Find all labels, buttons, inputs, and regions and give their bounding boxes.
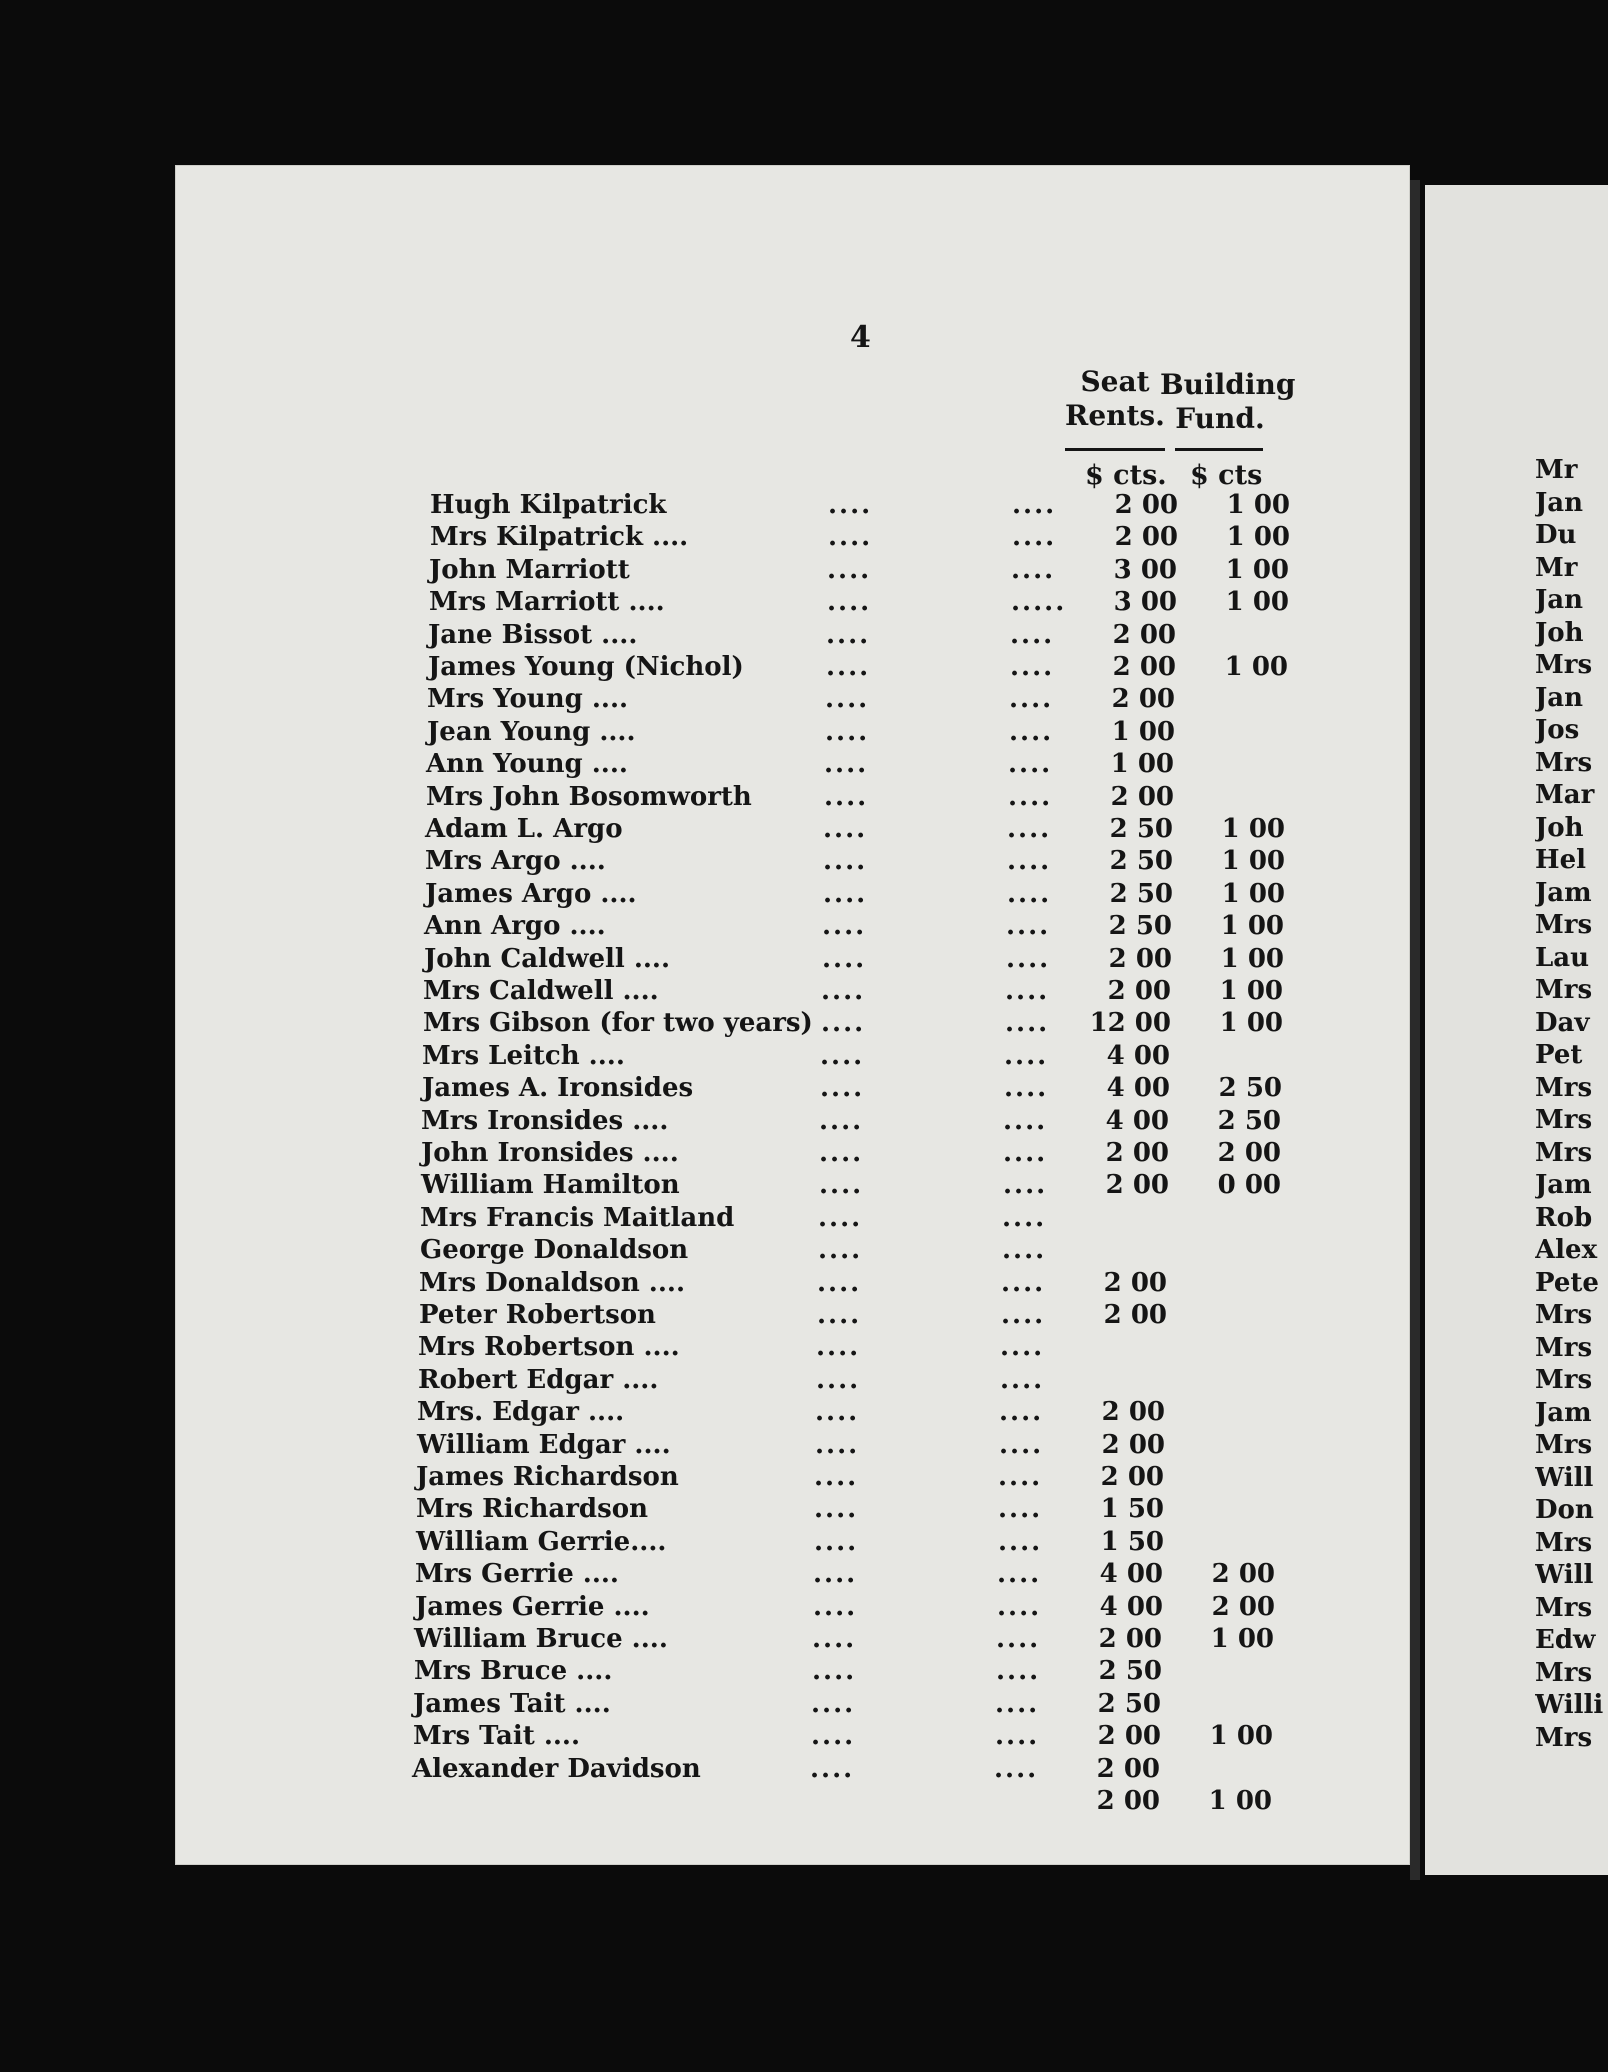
leader-dots: .... xyxy=(817,1300,862,1330)
adjacent-name-fragment: Joh xyxy=(1535,617,1584,648)
leader-dots: .... xyxy=(998,1494,1043,1525)
seat-rent-amount: 2 00 xyxy=(1103,1300,1167,1330)
ledger-row xyxy=(421,1106,1321,1138)
leader-dots: .... xyxy=(812,1624,857,1654)
ledger-row xyxy=(425,814,1325,846)
seat-rent-amount: 2 00 xyxy=(1108,943,1172,974)
adjacent-name-fragment: Mrs xyxy=(1535,975,1593,1005)
adjacent-name-fragment: Jan xyxy=(1535,487,1584,518)
subscriber-name: Robert Edgar .... xyxy=(418,1364,659,1395)
building-fund-amount: 1 00 xyxy=(1224,652,1288,682)
ledger-row xyxy=(415,1559,1315,1591)
building-fund-amount: 1 00 xyxy=(1225,587,1289,618)
leader-dots: .... xyxy=(817,1267,862,1298)
leader-dots: .... xyxy=(1009,684,1054,715)
leader-dots: .... xyxy=(818,1235,863,1266)
leader-dots: .... xyxy=(813,1559,858,1590)
seat-rent-amount: 2 00 xyxy=(1111,684,1175,715)
seat-rent-amount: 4 00 xyxy=(1105,1105,1169,1136)
ledger-row xyxy=(425,879,1325,911)
building-fund-amount: 1 00 xyxy=(1219,976,1283,1006)
adjacent-name-fragment: Jam xyxy=(1535,1170,1592,1200)
subscriber-name: Mrs Gerrie .... xyxy=(415,1559,619,1590)
seat-rents-unit: $ cts. xyxy=(1085,460,1167,491)
leader-dots: .... xyxy=(826,619,871,650)
ledger-row xyxy=(413,1721,1313,1753)
leader-dots: .... xyxy=(820,1073,865,1104)
seat-rent-amount: 2 00 xyxy=(1103,1267,1167,1298)
building-fund-amount: 1 00 xyxy=(1219,1008,1283,1039)
building-fund-amount: 1 00 xyxy=(1210,1624,1274,1654)
subscriber-name: Mrs John Bosomworth xyxy=(426,781,752,812)
leader-dots: .... xyxy=(1007,814,1052,844)
leader-dots: .... xyxy=(1003,1138,1048,1168)
ledger-row xyxy=(414,1624,1314,1656)
subscriber-name: Alexander Davidson xyxy=(412,1753,701,1784)
subscriber-name: William Hamilton xyxy=(421,1170,680,1201)
subscriber-name: Mrs Young .... xyxy=(427,684,629,715)
leader-dots: .... xyxy=(828,490,873,520)
leader-dots: .... xyxy=(996,1656,1041,1687)
ledger-row xyxy=(419,1268,1319,1300)
seat-rent-amount: 2 00 xyxy=(1114,490,1178,520)
subscriber-name: John Caldwell .... xyxy=(424,943,671,974)
building-fund-heading-line1: Building xyxy=(1160,368,1296,401)
leader-dots: .... xyxy=(1010,652,1055,682)
adjacent-name-fragment: Hel xyxy=(1535,845,1586,875)
leader-dots: .... xyxy=(1002,1235,1047,1266)
seat-rent-amount: 1 00 xyxy=(1111,716,1175,747)
subscriber-name: Jean Young .... xyxy=(427,716,636,747)
leader-dots: .... xyxy=(820,1040,865,1071)
subscriber-name: Ann Argo .... xyxy=(424,911,606,942)
seat-rent-amount: 2 50 xyxy=(1108,911,1172,942)
seat-rent-amount: 2 50 xyxy=(1109,846,1173,877)
leader-dots: .... xyxy=(998,1462,1043,1492)
leader-dots: .... xyxy=(1005,976,1050,1006)
ledger-row xyxy=(423,976,1323,1008)
leader-dots: .... xyxy=(998,1526,1043,1557)
seat-rent-amount: 2 00 xyxy=(1114,522,1178,553)
leader-dots: .... xyxy=(825,716,870,747)
seat-rent-amount: 2 00 xyxy=(1107,976,1171,1006)
building-fund-amount: 0 00 xyxy=(1217,1170,1281,1201)
adjacent-name-fragment: Alex xyxy=(1535,1235,1598,1265)
leader-dots: .... xyxy=(824,781,869,812)
leader-dots: .... xyxy=(823,846,868,877)
seat-rent-amount: 3 00 xyxy=(1113,587,1177,618)
adjacent-name-fragment: Mrs xyxy=(1535,1657,1593,1688)
subscriber-name: Mrs Francis Maitland xyxy=(420,1202,735,1233)
ledger-row xyxy=(428,620,1328,652)
leader-dots: .... xyxy=(1006,911,1051,942)
adjacent-name-fragment: Mrs xyxy=(1535,1527,1593,1558)
seat-rent-amount: 2 00 xyxy=(1112,619,1176,650)
leader-dots: .... xyxy=(1012,522,1057,553)
leader-dots: .... xyxy=(821,1008,866,1039)
leader-dots: .... xyxy=(810,1753,855,1784)
ledger-row xyxy=(418,1332,1318,1364)
adjacent-name-fragment: Mrs xyxy=(1535,1365,1593,1395)
adjacent-name-fragment: Will xyxy=(1535,1462,1594,1493)
ledger-row xyxy=(420,1203,1320,1235)
building-fund-amount: 1 00 xyxy=(1209,1721,1273,1752)
seat-rent-amount: 4 00 xyxy=(1099,1559,1163,1590)
subscriber-name: Mrs Caldwell .... xyxy=(423,976,659,1006)
seat-rent-amount: 4 00 xyxy=(1099,1591,1163,1622)
seat-rent-amount: 2 00 xyxy=(1098,1624,1162,1654)
leader-dots: .... xyxy=(811,1688,856,1719)
subscriber-name: Adam L. Argo xyxy=(425,814,623,844)
seat-rent-amount: 2 50 xyxy=(1097,1688,1161,1719)
leader-dots: .... xyxy=(814,1494,859,1525)
seat-rent-amount: 2 00 xyxy=(1101,1429,1165,1460)
subscriber-name: Mrs Gibson (for two years) xyxy=(423,1008,813,1039)
adjacent-name-fragment: Mrs xyxy=(1535,910,1593,940)
adjacent-name-fragment: Mrs xyxy=(1535,1430,1593,1460)
adjacent-name-fragment: Du xyxy=(1535,520,1577,550)
leader-dots: ..... xyxy=(1011,587,1067,618)
subscriber-name: James Gerrie .... xyxy=(415,1591,650,1622)
seat-rent-amount: 1 50 xyxy=(1100,1494,1164,1525)
leader-dots: .... xyxy=(1004,1040,1049,1071)
leader-dots: .... xyxy=(1002,1202,1047,1233)
seat-rent-amount: 2 00 xyxy=(1096,1786,1160,1816)
ledger-row xyxy=(412,1754,1312,1786)
building-fund-amount: 2 50 xyxy=(1218,1073,1282,1104)
seat-rent-amount: 2 50 xyxy=(1109,814,1173,844)
subscriber-name: Mrs Marriott .... xyxy=(429,587,665,618)
ledger-row xyxy=(416,1494,1316,1526)
seat-rent-amount: 3 00 xyxy=(1113,554,1177,585)
seat-rent-amount: 2 00 xyxy=(1100,1462,1164,1492)
leader-dots: .... xyxy=(828,522,873,553)
ledger-row xyxy=(418,1365,1318,1397)
building-fund-amount: 1 00 xyxy=(1220,911,1284,942)
building-fund-amount: 2 00 xyxy=(1211,1559,1275,1590)
subscriber-name: Jane Bissot .... xyxy=(428,619,638,650)
page-number: 4 xyxy=(850,320,871,355)
subscriber-name: John Ironsides .... xyxy=(421,1138,679,1168)
ledger-row xyxy=(427,717,1327,749)
leader-dots: .... xyxy=(995,1721,1040,1752)
subscriber-name: James Argo .... xyxy=(425,878,637,909)
ledger-row xyxy=(412,1786,1312,1818)
leader-dots: .... xyxy=(814,1526,859,1557)
ledger-row xyxy=(416,1527,1316,1559)
ledger-row xyxy=(430,522,1330,554)
building-fund-unit: $ cts xyxy=(1190,460,1263,491)
seat-rents-heading-line2: Rents. xyxy=(1065,399,1165,432)
leader-dots: .... xyxy=(812,1656,857,1687)
building-fund-amount: 2 00 xyxy=(1217,1138,1281,1168)
subscriber-name: Ann Young .... xyxy=(426,749,628,780)
seat-rent-amount: 2 00 xyxy=(1105,1170,1169,1201)
seat-rent-amount: 4 00 xyxy=(1106,1073,1170,1104)
subscriber-name: Mrs Bruce .... xyxy=(414,1656,613,1687)
leader-dots: .... xyxy=(999,1429,1044,1460)
leader-dots: .... xyxy=(1011,554,1056,585)
adjacent-name-fragment: Mrs xyxy=(1535,747,1593,778)
leader-dots: .... xyxy=(1009,716,1054,747)
building-fund-amount: 1 00 xyxy=(1226,522,1290,553)
adjacent-name-fragment: Willi xyxy=(1535,1690,1604,1720)
adjacent-name-fragment: Pet xyxy=(1535,1040,1583,1070)
leader-dots: .... xyxy=(1012,490,1057,520)
seat-rent-amount: 2 50 xyxy=(1109,878,1173,909)
seat-rents-heading-line1: Seat xyxy=(1080,365,1150,398)
adjacent-name-fragment: Mrs xyxy=(1535,650,1593,680)
building-fund-amount: 1 00 xyxy=(1226,490,1290,520)
subscriber-name: Hugh Kilpatrick xyxy=(430,490,667,520)
leader-dots: .... xyxy=(1003,1170,1048,1201)
leader-dots: .... xyxy=(1007,878,1052,909)
adjacent-name-fragment: Mrs xyxy=(1535,1072,1593,1103)
leader-dots: .... xyxy=(824,749,869,780)
leader-dots: .... xyxy=(819,1170,864,1201)
subscriber-name: John Marriott xyxy=(429,554,630,585)
ledger-row xyxy=(424,911,1324,943)
leader-dots: .... xyxy=(815,1429,860,1460)
leader-dots: .... xyxy=(1004,1073,1049,1104)
adjacent-name-fragment: Mr xyxy=(1535,455,1578,485)
adjacent-name-fragment: Mrs xyxy=(1535,1300,1593,1330)
subscriber-name: James A. Ironsides xyxy=(422,1073,694,1104)
adjacent-page-names xyxy=(1535,0,1608,2072)
adjacent-name-fragment: Mrs xyxy=(1535,1722,1593,1753)
adjacent-name-fragment: Jam xyxy=(1535,1397,1592,1428)
adjacent-name-fragment: Dav xyxy=(1535,1007,1590,1038)
leader-dots: .... xyxy=(999,1397,1044,1428)
building-fund-amount: 2 00 xyxy=(1211,1591,1275,1622)
ledger-row xyxy=(425,846,1325,878)
ledger-row xyxy=(417,1430,1317,1462)
ledger-row xyxy=(426,782,1326,814)
leader-dots: .... xyxy=(1001,1267,1046,1298)
leader-dots: .... xyxy=(826,652,871,682)
seat-rent-amount: 2 00 xyxy=(1097,1721,1161,1752)
ledger-row xyxy=(427,684,1327,716)
seat-rent-amount: 1 50 xyxy=(1100,1526,1164,1557)
leader-dots: .... xyxy=(815,1397,860,1428)
subscriber-name: Mrs Tait .... xyxy=(413,1721,581,1752)
subscriber-name: Mrs Kilpatrick .... xyxy=(430,522,689,553)
ledger-row xyxy=(417,1397,1317,1429)
ledger-row xyxy=(413,1689,1313,1721)
building-fund-amount: 2 50 xyxy=(1217,1105,1281,1136)
ledger-row xyxy=(428,652,1328,684)
leader-dots: .... xyxy=(997,1559,1042,1590)
adjacent-name-fragment: Pete xyxy=(1535,1267,1599,1298)
leader-dots: .... xyxy=(996,1624,1041,1654)
leader-dots: .... xyxy=(1003,1105,1048,1136)
leader-dots: .... xyxy=(994,1753,1039,1784)
leader-dots: .... xyxy=(1000,1332,1045,1363)
ledger-row xyxy=(421,1138,1321,1170)
ledger-row xyxy=(426,749,1326,781)
adjacent-name-fragment: Mrs xyxy=(1535,1105,1593,1135)
subscriber-name: James Young (Nichol) xyxy=(428,652,744,682)
subscriber-name: Mrs Richardson xyxy=(416,1494,648,1525)
subscriber-name: Mrs Leitch .... xyxy=(422,1040,625,1071)
leader-dots: .... xyxy=(819,1138,864,1168)
leader-dots: .... xyxy=(823,878,868,909)
leader-dots: .... xyxy=(1001,1300,1046,1330)
leader-dots: .... xyxy=(1007,846,1052,877)
leader-dots: .... xyxy=(997,1591,1042,1622)
adjacent-name-fragment: Jos xyxy=(1535,715,1580,745)
leader-dots: .... xyxy=(1008,781,1053,812)
ledger-row xyxy=(422,1073,1322,1105)
subscriber-name: Mrs Ironsides .... xyxy=(421,1105,669,1136)
leader-dots: .... xyxy=(816,1332,861,1363)
leader-dots: .... xyxy=(825,684,870,715)
leader-dots: .... xyxy=(1006,943,1051,974)
seat-rent-amount: 2 00 xyxy=(1101,1397,1165,1428)
leader-dots: .... xyxy=(827,587,872,618)
building-fund-amount: 1 00 xyxy=(1220,943,1284,974)
building-fund-amount: 1 00 xyxy=(1225,554,1289,585)
ledger-row xyxy=(416,1462,1316,1494)
ledger-row xyxy=(419,1300,1319,1332)
leader-dots: .... xyxy=(811,1721,856,1752)
leader-dots: .... xyxy=(827,554,872,585)
subscriber-name: Mrs Robertson .... xyxy=(418,1332,680,1363)
leader-dots: .... xyxy=(1000,1364,1045,1395)
ledger-row xyxy=(414,1656,1314,1688)
ledger-row xyxy=(430,490,1330,522)
leader-dots: .... xyxy=(813,1591,858,1622)
leader-dots: .... xyxy=(818,1202,863,1233)
subscriber-name: Mrs. Edgar .... xyxy=(417,1397,625,1428)
building-fund-amount: 1 00 xyxy=(1221,814,1285,844)
ledger-row xyxy=(422,1041,1322,1073)
subscriber-name: William Edgar .... xyxy=(417,1429,671,1460)
adjacent-name-fragment: Don xyxy=(1535,1495,1594,1525)
subscriber-name: Mrs Argo .... xyxy=(425,846,606,877)
building-fund-amount: 1 00 xyxy=(1221,878,1285,909)
leader-dots: .... xyxy=(822,943,867,974)
subscriber-name: James Richardson xyxy=(416,1462,679,1492)
building-fund-amount: 1 00 xyxy=(1208,1786,1272,1816)
leader-dots: .... xyxy=(819,1105,864,1136)
ledger-row xyxy=(421,1170,1321,1202)
seat-rent-amount: 12 00 xyxy=(1089,1008,1171,1039)
adjacent-name-fragment: Rob xyxy=(1535,1202,1593,1233)
ledger-row xyxy=(429,555,1329,587)
subscriber-name: George Donaldson xyxy=(420,1235,689,1266)
subscriber-name: William Bruce .... xyxy=(414,1624,668,1654)
adjacent-name-fragment: Lau xyxy=(1535,942,1590,973)
adjacent-name-fragment: Joh xyxy=(1535,812,1584,843)
seat-rent-amount: 2 00 xyxy=(1112,652,1176,682)
leader-dots: .... xyxy=(822,911,867,942)
adjacent-name-fragment: Edw xyxy=(1535,1625,1596,1655)
ledger-row xyxy=(420,1235,1320,1267)
adjacent-name-fragment: Mr xyxy=(1535,552,1578,583)
subscriber-name: William Gerrie.... xyxy=(416,1526,667,1557)
leader-dots: .... xyxy=(1008,749,1053,780)
leader-dots: .... xyxy=(814,1462,859,1492)
seat-rent-amount: 4 00 xyxy=(1106,1040,1170,1071)
leader-dots: .... xyxy=(995,1688,1040,1719)
ledger-row xyxy=(423,1008,1323,1040)
seat-rent-amount: 1 00 xyxy=(1110,749,1174,780)
leader-dots: .... xyxy=(1005,1008,1050,1039)
ledger-row xyxy=(415,1592,1315,1624)
seat-rent-amount: 2 50 xyxy=(1098,1656,1162,1687)
subscriber-name: Mrs Donaldson .... xyxy=(419,1267,686,1298)
adjacent-name-fragment: Mrs xyxy=(1535,1592,1593,1623)
seat-rent-amount: 2 00 xyxy=(1110,781,1174,812)
adjacent-name-fragment: Mar xyxy=(1535,780,1595,810)
adjacent-name-fragment: Mrs xyxy=(1535,1332,1593,1363)
adjacent-name-fragment: Jam xyxy=(1535,877,1592,908)
ledger-row xyxy=(424,944,1324,976)
leader-dots: .... xyxy=(821,976,866,1006)
adjacent-name-fragment: Jan xyxy=(1535,682,1584,713)
ledger-row xyxy=(429,587,1329,619)
leader-dots: .... xyxy=(816,1364,861,1395)
subscriber-name: Peter Robertson xyxy=(419,1300,656,1330)
leader-dots: .... xyxy=(823,814,868,844)
building-fund-amount: 1 00 xyxy=(1221,846,1285,877)
building-fund-heading-line2: Fund. xyxy=(1175,402,1265,435)
leader-dots: .... xyxy=(1010,619,1055,650)
subscriber-name: James Tait .... xyxy=(413,1688,611,1719)
seat-rent-amount: 2 00 xyxy=(1105,1138,1169,1168)
seat-rent-amount: 2 00 xyxy=(1096,1753,1160,1784)
adjacent-name-fragment: Mrs xyxy=(1535,1137,1593,1168)
adjacent-name-fragment: Jan xyxy=(1535,585,1584,615)
adjacent-name-fragment: Will xyxy=(1535,1560,1594,1590)
